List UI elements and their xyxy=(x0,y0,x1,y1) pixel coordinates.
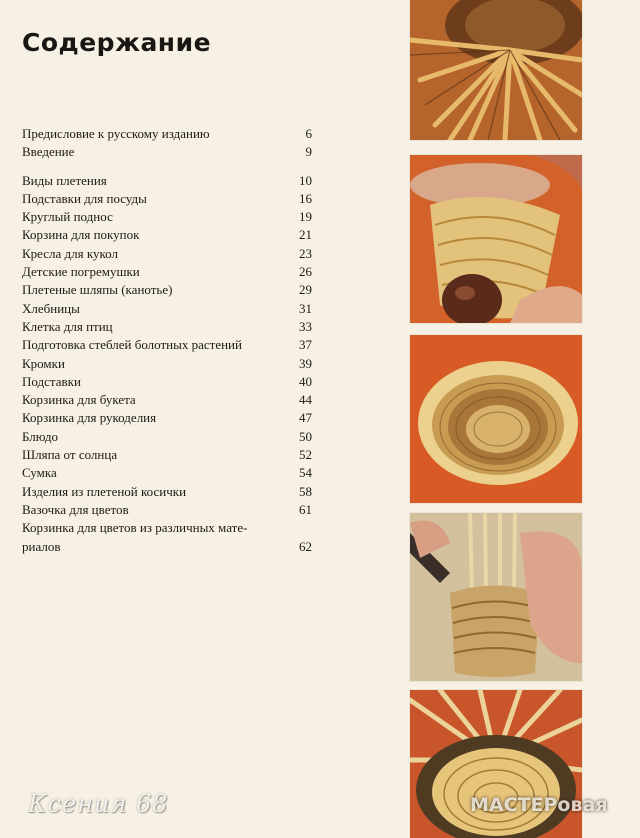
toc-entry-title: Предисловие к русскому изданию xyxy=(22,126,210,141)
toc-entry-page: 44 xyxy=(299,392,312,408)
toc-entry[interactable] xyxy=(22,208,312,226)
toc-entry[interactable] xyxy=(22,464,312,482)
toc-entry[interactable] xyxy=(22,391,312,409)
toc-entry-page: 23 xyxy=(299,245,312,261)
toc-entry-page: 29 xyxy=(299,282,312,298)
toc-entry[interactable] xyxy=(22,501,312,519)
toc-entry-title: Изделия из плетеной косички xyxy=(22,483,187,499)
toc-entry-title: Хлебницы xyxy=(22,300,80,316)
toc-entry-page: 6 xyxy=(305,126,312,141)
toc-entry[interactable] xyxy=(22,355,312,373)
toc-entry-title: Корзинка для букета xyxy=(22,392,136,408)
page-title: Содержание xyxy=(22,28,212,57)
toc-entry-title: риалов xyxy=(22,538,61,554)
toc-entry-title: Подготовка стеблей болотных растений xyxy=(22,337,242,353)
toc-entry-title: Блюдо xyxy=(22,428,58,444)
table-of-contents xyxy=(22,125,312,556)
toc-entry-page: 10 xyxy=(299,172,312,188)
toc-entry[interactable] xyxy=(22,446,312,464)
toc-entry[interactable] xyxy=(22,190,312,208)
toc-entry[interactable] xyxy=(22,428,312,446)
toc-entry[interactable] xyxy=(22,336,312,354)
basket-pliers-photo xyxy=(410,513,582,681)
woven-bowl-photo xyxy=(410,335,582,503)
toc-entry[interactable] xyxy=(22,172,312,190)
toc-entry[interactable] xyxy=(22,281,312,299)
toc-entry-page: 37 xyxy=(299,337,312,353)
toc-entry-title: Кромки xyxy=(22,355,65,371)
toc-entry-title: Плетеные шляпы (канотье) xyxy=(22,282,173,298)
toc-entry-title: Круглый поднос xyxy=(22,209,113,225)
toc-entry-title: Вазочка для цветов xyxy=(22,501,129,517)
toc-entry-title: Корзинка для цветов из различных мате- xyxy=(22,520,248,536)
toc-entry-page: 62 xyxy=(299,538,312,554)
toc-entry[interactable] xyxy=(22,519,312,537)
toc-entry-title: Клетка для птиц xyxy=(22,318,113,334)
toc-entry-page: 16 xyxy=(299,190,312,206)
toc-entry-page: 52 xyxy=(299,447,312,463)
basket-weaving-photo xyxy=(410,155,582,323)
toc-entry-page: 26 xyxy=(299,264,312,280)
toc-entry[interactable] xyxy=(22,300,312,318)
toc-entry-title: Кресла для кукол xyxy=(22,245,118,261)
toc-entry[interactable] xyxy=(22,125,312,143)
toc-entry-title: Подставки xyxy=(22,373,81,389)
toc-entry-title: Введение xyxy=(22,144,75,160)
toc-entry-page: 39 xyxy=(299,355,312,371)
watermark-right: МАСТЕРовая xyxy=(470,794,608,816)
toc-entry-title: Подставки для посуды xyxy=(22,190,147,206)
toc-entry-page: 58 xyxy=(299,483,312,499)
toc-entry-title: Виды плетения xyxy=(22,172,107,188)
watermark-left: Ксения 68 xyxy=(28,790,169,818)
toc-entry-page: 9 xyxy=(305,144,312,160)
toc-entry-page: 61 xyxy=(299,501,312,517)
toc-entry[interactable] xyxy=(22,409,312,427)
toc-entry-page: 31 xyxy=(299,300,312,316)
toc-entry[interactable] xyxy=(22,143,312,161)
toc-entry-page: 40 xyxy=(299,373,312,389)
toc-entry-page: 19 xyxy=(299,209,312,225)
toc-entry-page: 50 xyxy=(299,428,312,444)
toc-entry-title: Шляпа от солнца xyxy=(22,447,118,463)
wicker-spokes-photo xyxy=(410,0,582,140)
toc-entry-page: 54 xyxy=(299,465,312,481)
toc-entry[interactable] xyxy=(22,483,312,501)
toc-entry-title: Корзинка для рукоделия xyxy=(22,410,157,426)
toc-entry[interactable] xyxy=(22,226,312,244)
toc-entry-page: 33 xyxy=(299,318,312,334)
toc-entry-page: 47 xyxy=(299,410,312,426)
toc-entry[interactable] xyxy=(22,245,312,263)
toc-entry-title: Сумка xyxy=(22,465,57,481)
toc-entry[interactable] xyxy=(22,318,312,336)
toc-entry-title: Детские погремушки xyxy=(22,264,140,280)
toc-entry[interactable] xyxy=(22,263,312,281)
toc-entry[interactable] xyxy=(22,538,312,556)
toc-entry-title: Корзина для покупок xyxy=(22,227,140,243)
toc-entry[interactable] xyxy=(22,373,312,391)
toc-entry-page: 21 xyxy=(299,227,312,243)
